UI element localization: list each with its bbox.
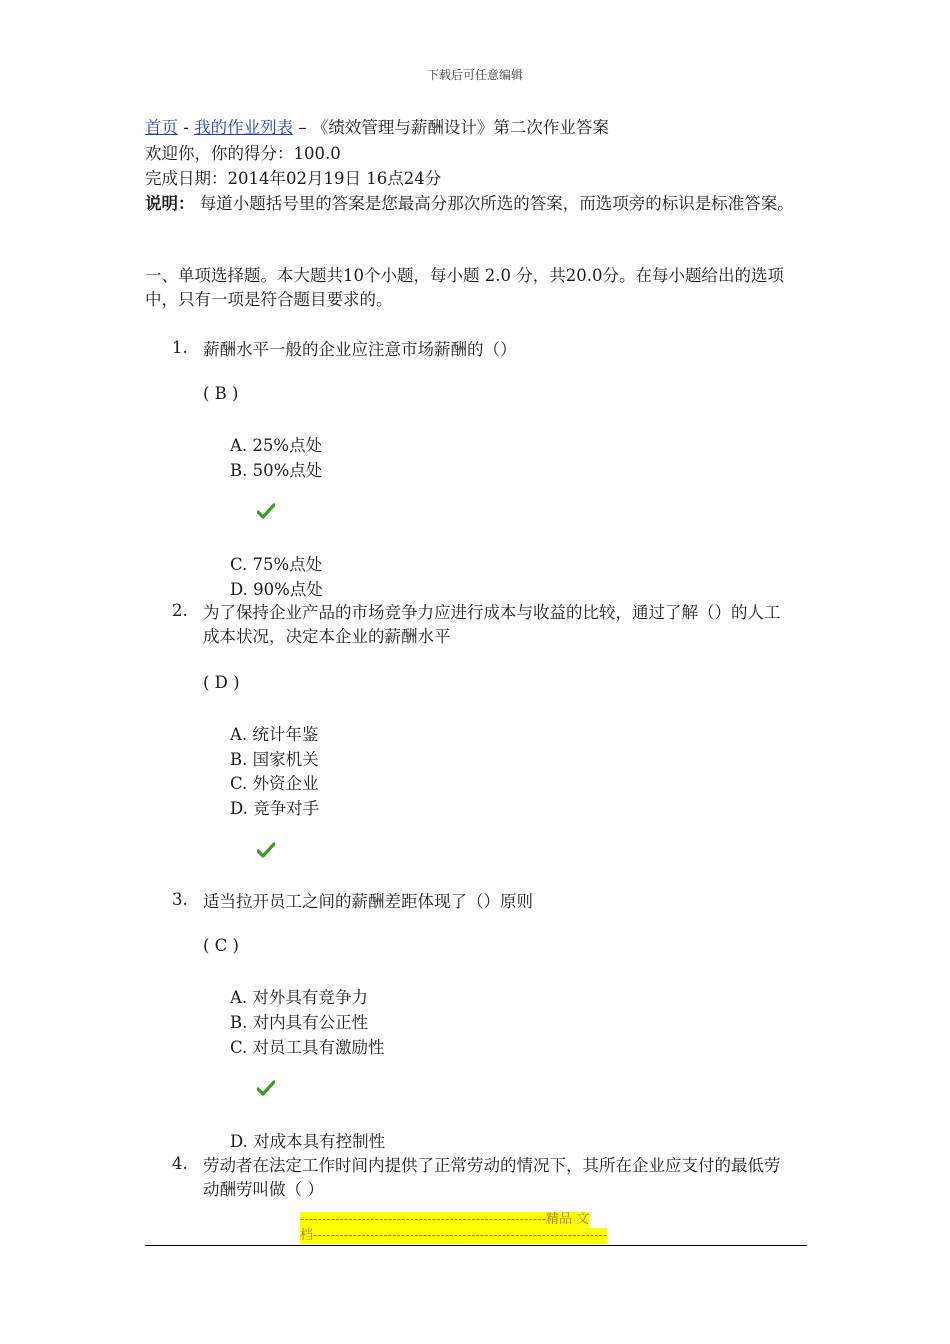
selected-answer: ( C ) <box>203 936 239 955</box>
question-number: 4. <box>172 1154 188 1173</box>
option: D. 对成本具有控制性 <box>230 1132 386 1151</box>
question-text: 适当拉开员工之间的薪酬差距体现了（）原则 <box>203 892 533 911</box>
welcome-score: 欢迎你，你的得分：100.0 <box>145 144 341 163</box>
breadcrumb-sep: – <box>293 118 312 137</box>
option: C. 外资企业 <box>230 774 319 793</box>
breadcrumb-list-link[interactable]: 我的作业列表 <box>194 118 294 137</box>
breadcrumb <box>145 116 609 140</box>
option: D. 竞争对手 <box>230 799 320 818</box>
correct-check-icon <box>257 503 275 519</box>
correct-check-icon <box>257 842 275 858</box>
question-text: 劳动者在法定工作时间内提供了正常劳动的情况下，其所在企业应支付的最低劳动酬劳叫做（ ） <box>203 1156 781 1199</box>
footer-divider <box>145 1245 807 1246</box>
instructions-text: 每道小题括号里的答案是您最高分那次所选的答案，而选项旁的标识是标准答案。 <box>194 194 794 213</box>
footer-watermark-line: 档------------------------------------------------------------------- <box>300 1228 608 1243</box>
question-text: 薪酬水平一般的企业应注意市场薪酬的（） <box>203 340 517 359</box>
breadcrumb-sep: - <box>178 118 195 137</box>
section-title: 一、单项选择题。本大题共10个小题，每小题 2.0 分，共20.0分。在每小题给出的选项中，只有一项是符合题目要求的。 <box>145 266 784 309</box>
option: D. 90%点处 <box>230 580 323 599</box>
option: C. 对员工具有激励性 <box>230 1038 385 1057</box>
selected-answer: ( B ) <box>203 384 239 403</box>
option: B. 对内具有公正性 <box>230 1013 369 1032</box>
option: B. 50%点处 <box>230 461 323 480</box>
breadcrumb-current: 《绩效管理与薪酬设计》第二次作业答案 <box>311 118 609 137</box>
question-text: 为了保持企业产品的市场竞争力应进行成本与收益的比较，通过了解（）的人工成本状况，决定本企业的薪酬水平 <box>203 603 781 646</box>
option: A. 对外具有竞争力 <box>230 988 368 1007</box>
option: A. 25%点处 <box>230 436 323 455</box>
completion-date: 完成日期：2014年02月19日 16点24分 <box>145 169 442 188</box>
breadcrumb-home-link[interactable]: 首页 <box>145 118 178 137</box>
question-number: 3. <box>172 890 188 909</box>
option: B. 国家机关 <box>230 750 319 769</box>
question-number: 1. <box>172 338 188 357</box>
header-note: 下载后可任意编辑 <box>426 68 523 82</box>
question-number: 2. <box>172 601 188 620</box>
correct-check-icon <box>257 1080 275 1096</box>
footer-watermark-line: --------------------------------------------------------精品 文 <box>300 1212 590 1227</box>
selected-answer: ( D ) <box>203 673 240 692</box>
option: C. 75%点处 <box>230 555 323 574</box>
instructions-label: 说明： <box>145 194 195 213</box>
instructions <box>145 192 807 216</box>
option: A. 统计年鉴 <box>230 725 319 744</box>
